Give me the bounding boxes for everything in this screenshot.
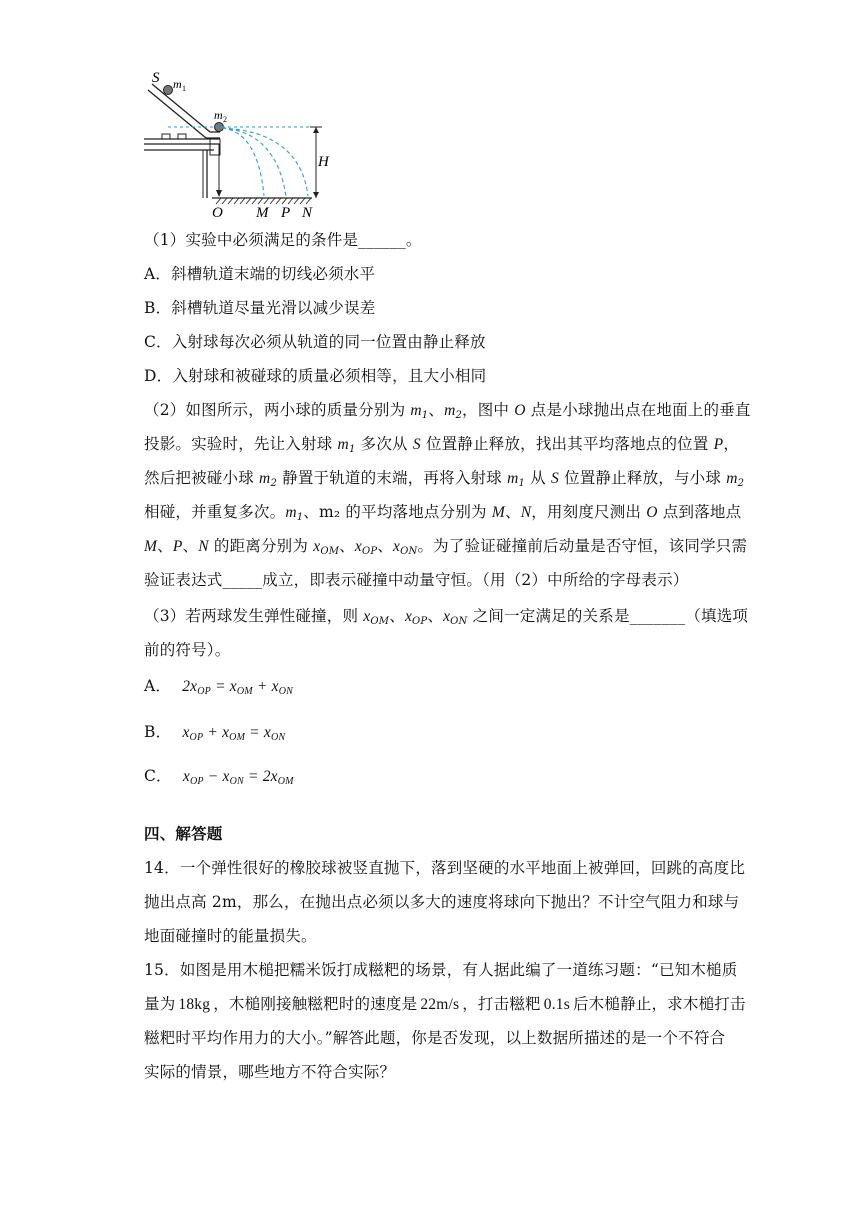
q1-option-a: A．斜槽轨道末端的切线必须水平: [144, 265, 376, 283]
q1-stem: （1）实验中必须满足的条件是______。: [144, 231, 422, 249]
chute-line-lower: [148, 90, 206, 138]
label-m1: m: [173, 77, 182, 91]
height-arrow-top: [313, 127, 319, 133]
label-m1-sub: 1: [182, 84, 186, 93]
label-s: S: [152, 70, 160, 86]
q2-line-3: 然后把被碰小球 $m_2$ 静置于轨道的末端，再将入射球 $m_1$ 从 S 位置静止释放，与小球 $m_2$: [144, 469, 745, 489]
label-p-point: P: [281, 205, 291, 221]
q15-line-1: 15．如图是用木槌把糯米饭打成糍粑的场景，有人据此编了一道练习题：“已知木槌质: [144, 961, 738, 979]
q3-option-c: C． $x_{OP} - x_{ON} = 2x_{OM}$: [144, 767, 294, 787]
q15-line-2: 量为 18kg ，木槌刚接触糍粑时的速度是 22m/s ，打击糍粑 0.1s 后木槌静止，求木槌打击: [144, 995, 746, 1013]
section-title: 四、解答题: [144, 825, 223, 843]
q3-option-b-expr: $x_{OP} + x_{OM} = x_{ON}$: [182, 724, 286, 743]
q1-option-b: B．斜槽轨道尽量光滑以减少误差: [144, 299, 376, 317]
trajectory-p: [222, 128, 286, 196]
q14-line-2: 抛出点高 2m，那么，在抛出点必须以多大的速度将球向下抛出？不计空气阻力和球与: [144, 893, 740, 911]
q2-line-1: （2）如图所示，两小球的质量分别为 $m_1$、$m_2$，图中 O 点是小球抛出点在地面上的垂直: [144, 401, 751, 421]
q15-line-3: 糍粑时平均作用力的大小。”解答此题，你是否发现，以上数据所描述的是一个不符合: [144, 1029, 726, 1047]
trajectory-n: [222, 128, 308, 196]
trajectory-m: [222, 128, 264, 196]
q1-option-c: C．入射球每次必须从轨道的同一位置由静止释放: [144, 333, 486, 351]
q3-line-1: （3）若两球发生弹性碰撞，则 $x_{OM}$、$x_{OP}$、$x_{ON}$ 之间一定满足的关系是_______（填选项: [144, 607, 749, 627]
table-clamp-1: [162, 134, 170, 139]
q2-line-4: 相碰，并重复多次。$m_1$、m₂ 的平均落地点分别为 M、N，用刻度尺测出 O 点到落地点: [144, 503, 742, 523]
q3-option-a-expr: $2x_{OP} = x_{OM} + x_{ON}$: [182, 678, 294, 697]
q2-line-2: 投影。实验时，先让入射球 $m_1$ 多次从 S 位置静止释放，找出其平均落地点的位置 P，: [144, 435, 740, 455]
label-o: O: [212, 205, 223, 221]
q15-line-4: 实际的情景，哪些地方不符合实际？: [144, 1063, 396, 1081]
q3-option-b: B． $x_{OP} + x_{OM} = x_{ON}$: [144, 723, 286, 743]
q14-line-1: 14．一个弹性很好的橡胶球被竖直抛下，落到坚硬的水平地面上被弹回，回跳的高度比: [144, 859, 746, 877]
label-m2-sub: 2: [223, 115, 227, 124]
height-arrow-bottom: [313, 192, 319, 198]
plumb-arrow: [216, 190, 222, 197]
ground-hatching: [216, 198, 311, 204]
label-m2: m: [214, 108, 223, 122]
q1-option-d: D．入射球和被碰球的质量必须相等，且大小相同: [144, 367, 487, 385]
label-h: H: [318, 154, 329, 170]
ball-m1: [164, 86, 173, 95]
q2-line-6: 验证表达式_____成立，即表示碰撞中动量守恒。（用（2）中所给的字母表示）: [144, 571, 689, 589]
q3-option-a: A． $2x_{OP} = x_{OM} + x_{ON}$: [144, 677, 294, 697]
label-m-point: M: [256, 205, 269, 221]
q3-line-2: 前的符号）。: [144, 641, 231, 659]
q2-line-5: M、P、N 的距离分别为 $x_{OM}$、$x_{OP}$、$x_{ON}$。为了验证碰撞前后动量是否守恒，该同学只需: [144, 537, 748, 557]
collision-experiment-figure: [140, 66, 340, 226]
q3-option-c-expr: $x_{OP} - x_{ON} = 2x_{OM}$: [182, 768, 294, 787]
table-clamp-2: [178, 134, 186, 139]
chute-line-upper: [152, 84, 210, 132]
label-n-point: N: [302, 205, 313, 221]
q14-line-3: 地面碰撞时的能量损失。: [144, 927, 317, 945]
